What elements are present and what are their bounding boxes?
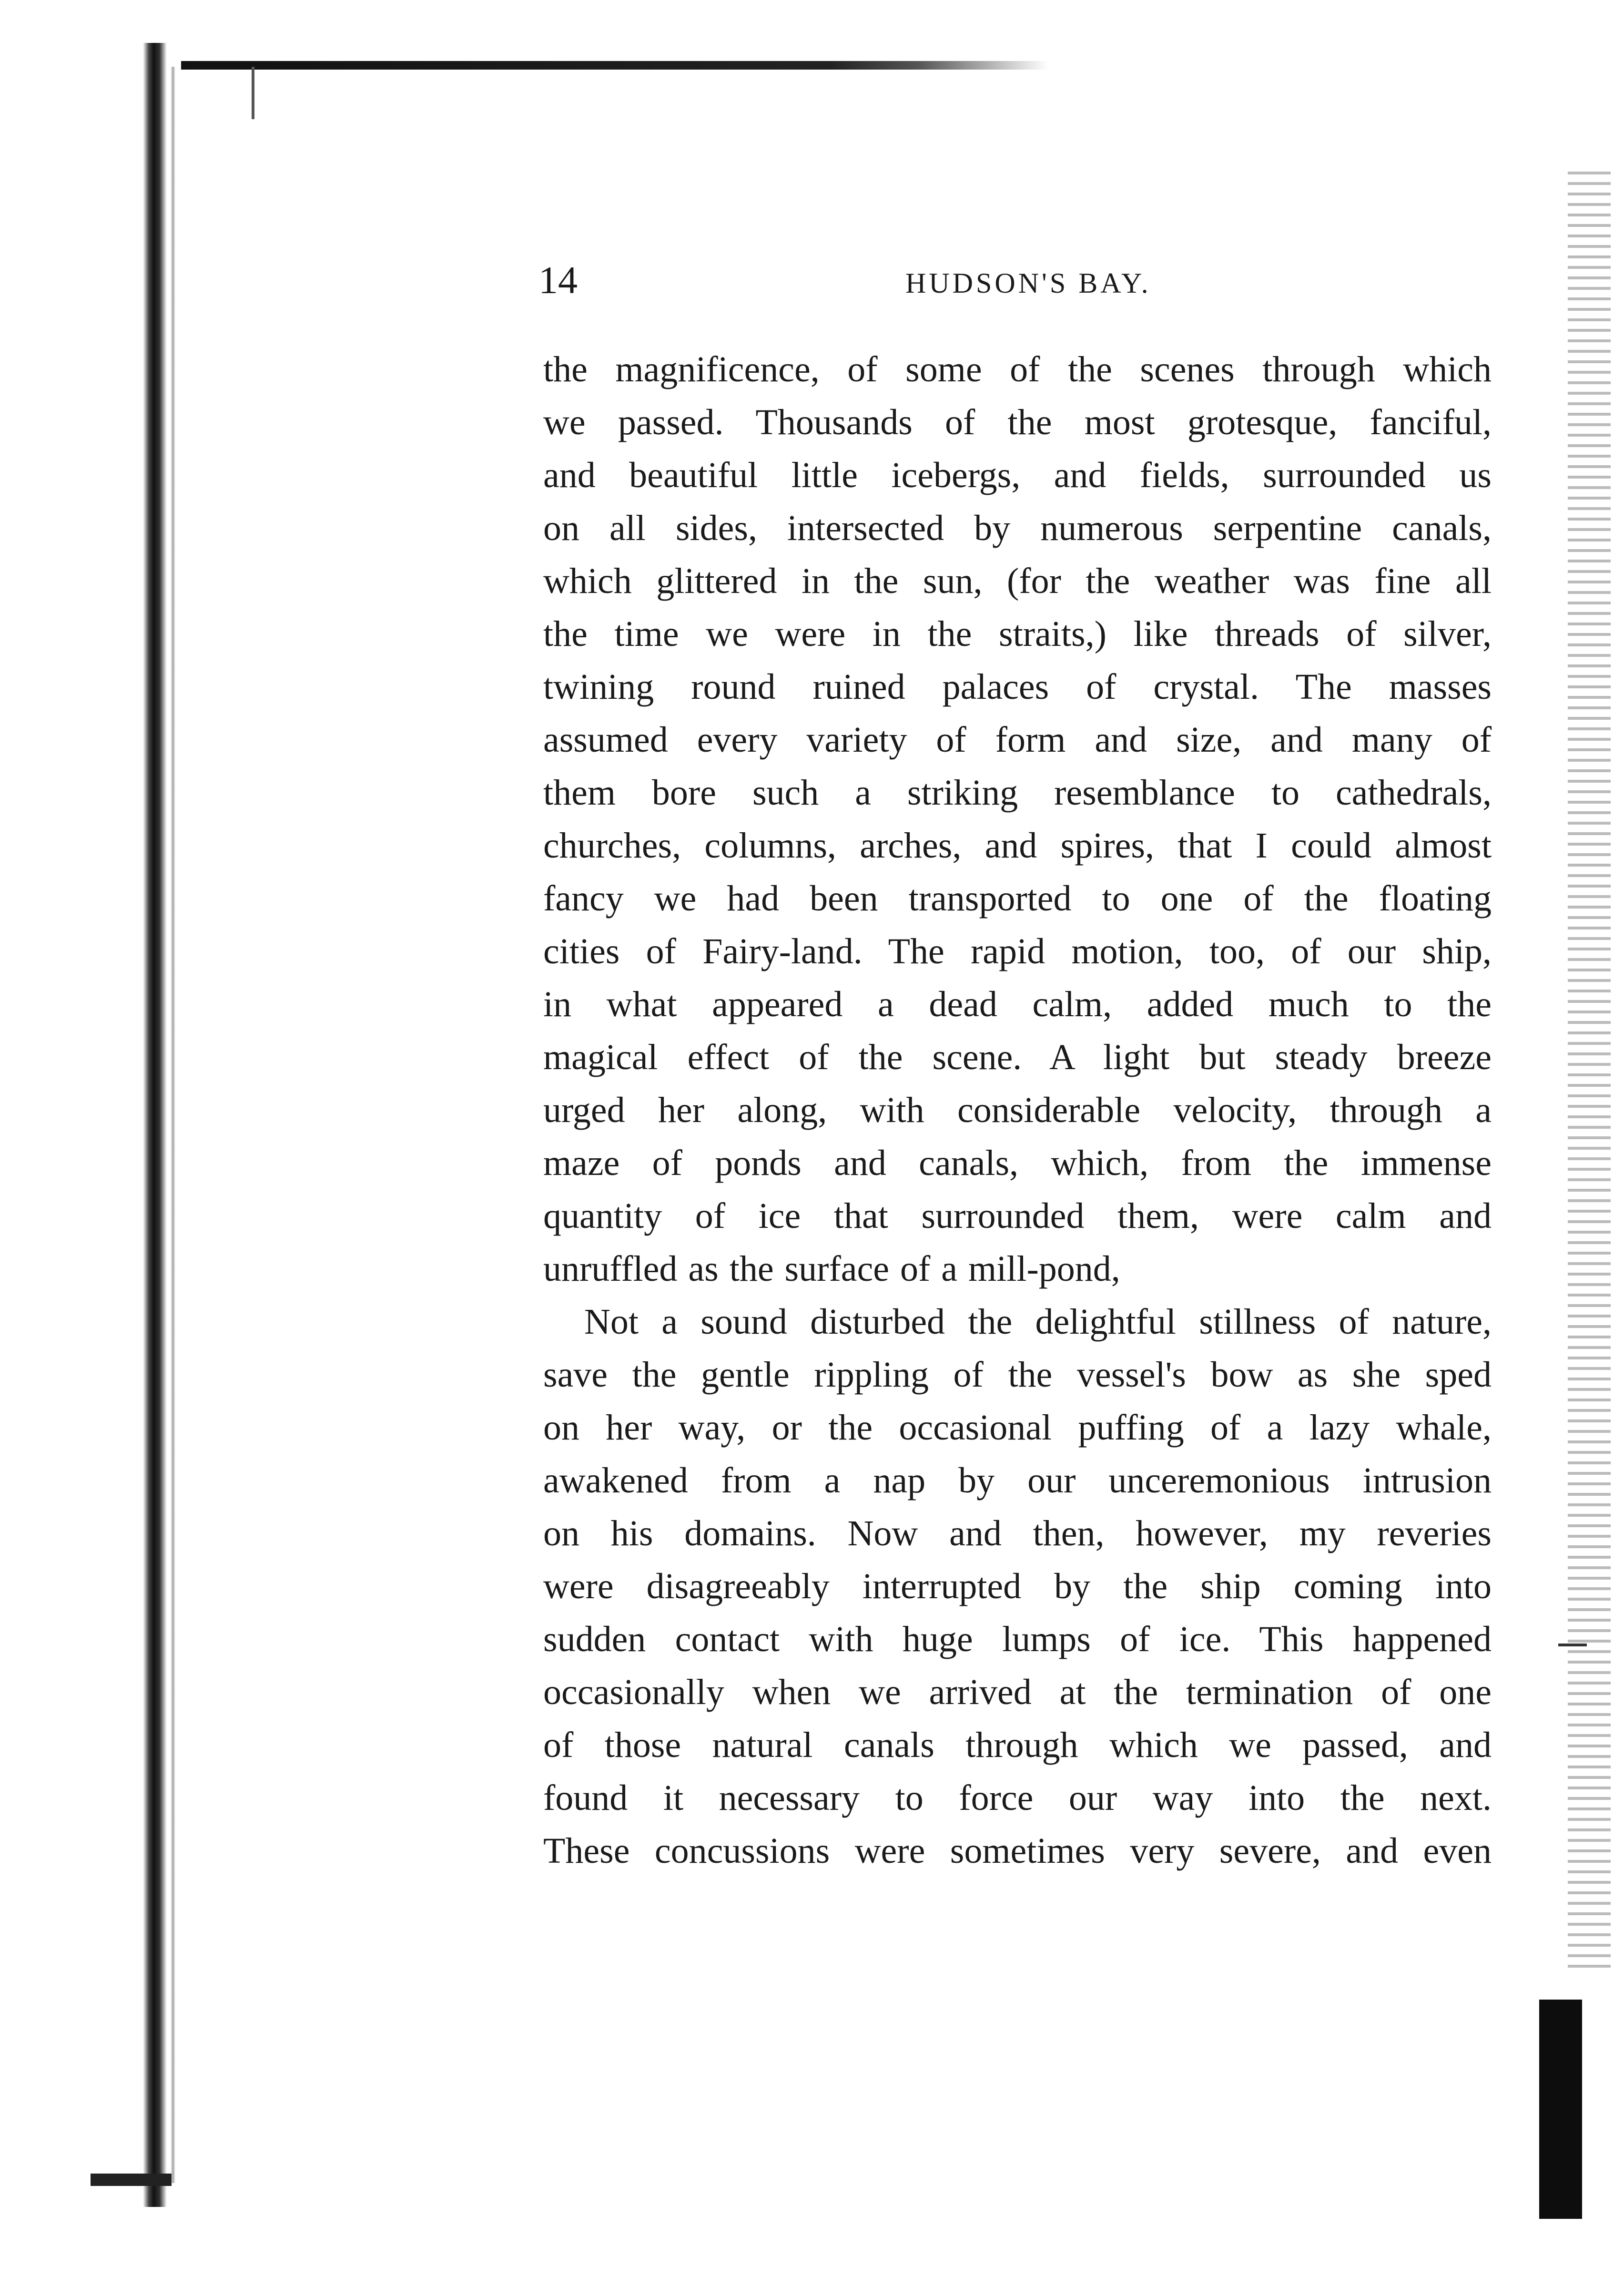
running-title: HUDSON'S BAY. [905, 267, 1151, 299]
text-line: save the gentle rippling of the vessel's bow as she sped [543, 1355, 1492, 1395]
text-line: in what appeared a dead calm, added much to the [543, 984, 1492, 1024]
text-line: on his domains. Now and then, however, my reveries [543, 1513, 1492, 1553]
running-head [538, 256, 1487, 309]
top-edge-rule [181, 61, 1048, 70]
text-line: maze of ponds and canals, which, from the immense [543, 1143, 1492, 1183]
paragraph-end-line: unruffled as the surface of a mill-pond, [543, 1249, 1120, 1289]
text-line: urged her along, with considerable velocity, through a [543, 1090, 1492, 1130]
text-line: which glittered in the sun, (for the weather was fine all [543, 561, 1492, 601]
text-line: magical effect of the scene. A light but steady breeze [543, 1037, 1492, 1077]
binding-shadow-inner [171, 67, 175, 2183]
top-edge-tick [252, 67, 254, 119]
text-line: found it necessary to force our way into the next. [543, 1778, 1492, 1818]
text-line: them bore such a striking resemblance to cathedrals, [543, 773, 1492, 813]
binding-foot-mark [91, 2174, 172, 2186]
text-line: the magnificence, of some of the scenes through which [543, 349, 1492, 389]
right-edge-block [1539, 2000, 1582, 2219]
text-line: occasionally when we arrived at the termination of one [543, 1672, 1492, 1712]
text-line: on all sides, intersected by numerous serpentine canals, [543, 508, 1492, 548]
text-line: awakened from a nap by our unceremonious intrusion [543, 1460, 1492, 1501]
text-line: and beautiful little icebergs, and fields, surrounded us [543, 455, 1492, 495]
text-line: fancy we had been transported to one of the floating [543, 878, 1492, 919]
paragraph-start-line: Not a sound disturbed the delightful stillness of nature, [584, 1302, 1492, 1342]
text-line: the time we were in the straits,) like threads of silver, [543, 614, 1492, 654]
text-line: quantity of ice that surrounded them, were calm and [543, 1196, 1492, 1236]
body-text [543, 343, 1492, 1878]
text-line: cities of Fairy-land. The rapid motion, too, of our ship, [543, 931, 1492, 971]
text-line: These concussions were sometimes very severe, and even [543, 1831, 1492, 1871]
text-line: on her way, or the occasional puffing of a lazy whale, [543, 1408, 1492, 1448]
text-line: twining round ruined palaces of crystal. The masses [543, 667, 1492, 707]
text-line: were disagreeably interrupted by the ship coming into [543, 1566, 1492, 1606]
page-number: 14 [538, 258, 578, 302]
text-line: of those natural canals through which we passed, and [543, 1725, 1492, 1765]
text-line: sudden contact with huge lumps of ice. This happened [543, 1619, 1492, 1659]
right-edge-noise [1568, 172, 1611, 1973]
right-edge-dash [1558, 1644, 1587, 1646]
text-line: we passed. Thousands of the most grotesque, fanciful, [543, 402, 1492, 442]
binding-shadow [143, 43, 167, 2207]
text-line: churches, columns, arches, and spires, that I could almost [543, 826, 1492, 866]
text-line: assumed every variety of form and size, and many of [543, 720, 1492, 760]
